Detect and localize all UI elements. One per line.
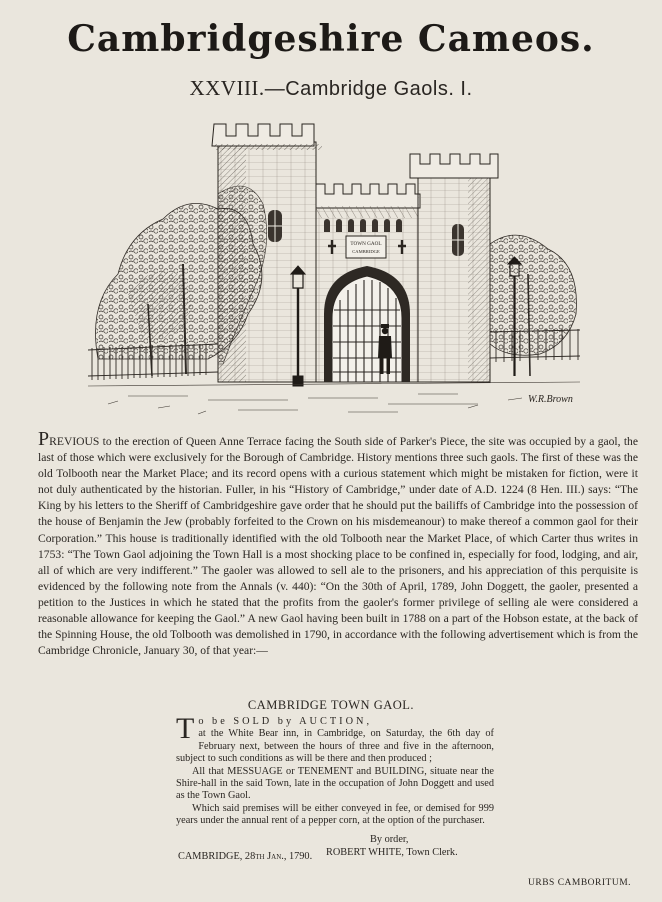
artist-signature: W.R.Brown: [528, 394, 573, 405]
advertisement-first-line: o be SOLD by AUCTION,: [198, 716, 373, 727]
article-body: [38, 428, 638, 659]
ground: [88, 382, 580, 414]
advertisement-para-3: Which said premises will be either conveyed in fee, or demised for 999 years under the annual rent of a pepper corn, at the option of the purchaser.: [176, 802, 494, 827]
advertisement-body: [176, 712, 494, 828]
central-gatehouse: [316, 184, 420, 382]
article-drop-letter: P: [38, 428, 50, 450]
advertisement-heading: CAMBRIDGE TOWN GAOL.: [247, 698, 415, 712]
advertisement-signer: ROBERT WHITE, Town Clerk.: [326, 847, 458, 858]
author-signature: URBS CAMBORITUM.: [528, 878, 632, 888]
gate-sign-line1: TOWN GAOL: [350, 241, 382, 247]
article-numeral: XXVIII.: [189, 76, 265, 100]
right-tower: [410, 154, 498, 382]
gaol-gatehouse-illustration: [88, 114, 580, 424]
advertisement-para-2: All that MESSUAGE or TENEMENT and BUILDING, situate near the Shire-hall in the said Town, late in the occupation of John Doggett and used as the Town Gaol.: [176, 765, 494, 802]
article-text: REVIOUS to the erection of Queen Anne Terrace facing the South side of Parker's Piece, the site was occupied by a gaol, the last of those which were exclusively for the Borough of Cambridge. History mentions three such gaols. The first of these was the old Tolbooth near the Market Place; and its record opens with a curious statement which might be mistaken for fiction, were it not duly authenticated by the historian. Fuller, in his “History of Cambridge,” under date of A.D. 1224 (8 Hen. III.) says: “The King by his letters to the Sheriff of Cambridgeshire gave order that he should put the bailiffs of Cambridge into the possession of the house of Benjamin the Jew (probably forfeited to the Crown on his misdemeanour) to make thereof a common gaol for their Corporation.” This house is traditionally identified with the old Tolbooth near the Market Place, of which Carter thus writes in 1753: “The Town Gaol adjoining the Town Hall is a most shocking place to be confined in, especially for food, lodging, and air, all of which are very indifferent.” The gaoler was allowed to sell ale to the prisoners, and his appreciation of this perquisite is evidenced by the following note from the Annals (v. 440): “On the 30th of April, 1789, John Doggett, the gaoler, presented a petition to the Justices in which he stated that the profits from the gaoler's former privilege of selling ale were considered a reasonable allowance for keeping the Gaol.” A new Gaol having been built in 1788 on a part of the Hobson estate, at the back of the Spinning House, the old Tolbooth was demolished in 1790, in accordance with the following advertisement which is from the Cambridge Chronicle, January 30, of that year:—: [38, 435, 638, 658]
page-subtitle: [0, 76, 662, 101]
gate-sign-line2: CAMBRIDGE: [352, 249, 380, 254]
article-subtitle: —Cambridge Gaols. I.: [264, 78, 473, 100]
advertisement-by-order: By order,: [370, 834, 409, 845]
advertisement-para-1: at the White Bear inn, in Cambridge, on Saturday, the 6th day of February next, between the hours of three and five in the afternoon, subject to such conditions as will be there and then produced ;: [176, 728, 494, 765]
advertisement-dateline: CAMBRIDGE, 28th Jan., 1790.: [178, 851, 313, 862]
page-title: Cambridgeshire Cameos.: [67, 18, 595, 60]
advertisement-drop-letter: T: [176, 712, 195, 745]
trees-right: [490, 235, 576, 376]
